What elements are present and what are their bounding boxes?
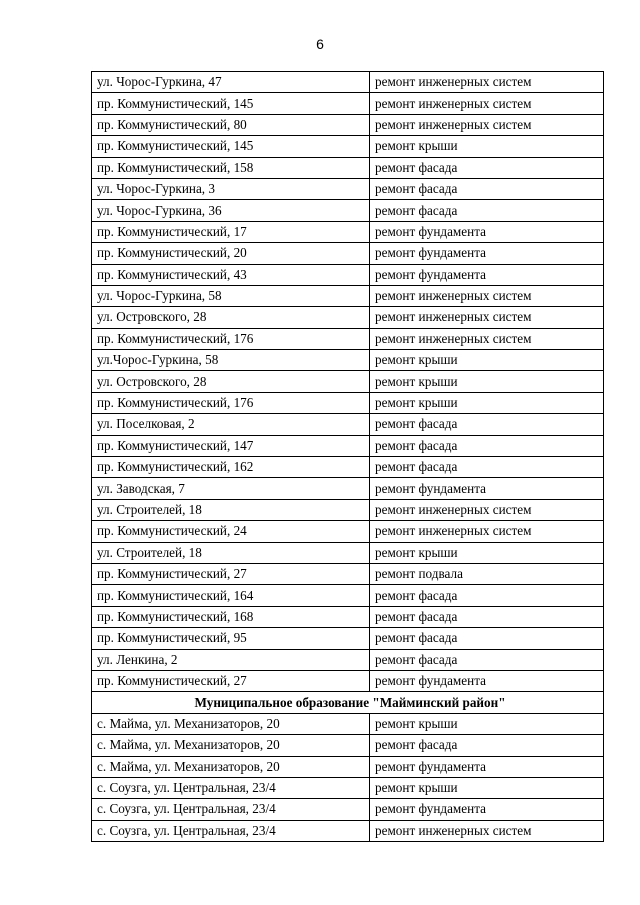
work-type-cell: ремонт крыши bbox=[370, 136, 604, 157]
address-cell: ул.Чорос-Гуркина, 58 bbox=[92, 350, 370, 371]
address-cell: пр. Коммунистический, 147 bbox=[92, 435, 370, 456]
work-type-cell: ремонт фасада bbox=[370, 649, 604, 670]
work-type-cell: ремонт фундамента bbox=[370, 264, 604, 285]
table-row bbox=[92, 756, 604, 777]
work-type-cell: ремонт фундамента bbox=[370, 221, 604, 242]
work-type-cell: ремонт инженерных систем bbox=[370, 93, 604, 114]
address-cell: пр. Коммунистический, 20 bbox=[92, 243, 370, 264]
work-type-cell: ремонт крыши bbox=[370, 713, 604, 734]
table-row bbox=[92, 670, 604, 691]
work-type-cell: ремонт фасада bbox=[370, 178, 604, 199]
page-number: 6 bbox=[316, 36, 324, 52]
table-row bbox=[92, 606, 604, 627]
work-type-cell: ремонт фундамента bbox=[370, 756, 604, 777]
work-type-cell: ремонт фасада bbox=[370, 735, 604, 756]
table-row bbox=[92, 799, 604, 820]
work-type-cell: ремонт крыши bbox=[370, 371, 604, 392]
work-type-cell: ремонт фасада bbox=[370, 585, 604, 606]
work-type-cell: ремонт инженерных систем bbox=[370, 307, 604, 328]
table-row bbox=[92, 392, 604, 413]
table-row bbox=[92, 457, 604, 478]
table-row bbox=[92, 499, 604, 520]
work-type-cell: ремонт крыши bbox=[370, 350, 604, 371]
work-type-cell: ремонт крыши bbox=[370, 542, 604, 563]
table-row bbox=[92, 563, 604, 584]
work-type-cell: ремонт фундамента bbox=[370, 243, 604, 264]
address-cell: пр. Коммунистический, 176 bbox=[92, 392, 370, 413]
address-cell: пр. Коммунистический, 95 bbox=[92, 628, 370, 649]
address-cell: пр. Коммунистический, 168 bbox=[92, 606, 370, 627]
table-row bbox=[92, 371, 604, 392]
address-cell: с. Майма, ул. Механизаторов, 20 bbox=[92, 713, 370, 734]
work-type-cell: ремонт инженерных систем bbox=[370, 499, 604, 520]
address-cell: пр. Коммунистический, 164 bbox=[92, 585, 370, 606]
work-type-cell: ремонт фасада bbox=[370, 606, 604, 627]
address-cell: с. Майма, ул. Механизаторов, 20 bbox=[92, 735, 370, 756]
table-row bbox=[92, 777, 604, 798]
address-cell: ул. Чорос-Гуркина, 58 bbox=[92, 285, 370, 306]
address-cell: с. Соузга, ул. Центральная, 23/4 bbox=[92, 799, 370, 820]
address-cell: пр. Коммунистический, 145 bbox=[92, 93, 370, 114]
address-cell: ул. Островского, 28 bbox=[92, 371, 370, 392]
address-cell: пр. Коммунистический, 27 bbox=[92, 670, 370, 691]
table-row bbox=[92, 649, 604, 670]
work-type-cell: ремонт инженерных систем bbox=[370, 114, 604, 135]
address-cell: пр. Коммунистический, 24 bbox=[92, 521, 370, 542]
address-cell: ул. Строителей, 18 bbox=[92, 499, 370, 520]
work-type-cell: ремонт крыши bbox=[370, 777, 604, 798]
address-cell: ул. Заводская, 7 bbox=[92, 478, 370, 499]
section-heading: Муниципальное образование "Майминский район" bbox=[92, 692, 604, 713]
address-cell: пр. Коммунистический, 162 bbox=[92, 457, 370, 478]
table-row bbox=[92, 414, 604, 435]
address-cell: с. Майма, ул. Механизаторов, 20 bbox=[92, 756, 370, 777]
address-cell: с. Соузга, ул. Центральная, 23/4 bbox=[92, 777, 370, 798]
table-row bbox=[92, 542, 604, 563]
table-row bbox=[92, 136, 604, 157]
address-cell: с. Соузга, ул. Центральная, 23/4 bbox=[92, 820, 370, 841]
work-type-cell: ремонт фасада bbox=[370, 414, 604, 435]
work-type-cell: ремонт инженерных систем bbox=[370, 72, 604, 93]
table-row bbox=[92, 328, 604, 349]
table-row bbox=[92, 350, 604, 371]
address-cell: ул. Чорос-Гуркина, 36 bbox=[92, 200, 370, 221]
address-cell: пр. Коммунистический, 27 bbox=[92, 563, 370, 584]
table-row bbox=[92, 221, 604, 242]
table-row bbox=[92, 735, 604, 756]
section-heading-row bbox=[92, 692, 604, 713]
table-row bbox=[92, 435, 604, 456]
work-type-cell: ремонт инженерных систем bbox=[370, 521, 604, 542]
address-cell: пр. Коммунистический, 17 bbox=[92, 221, 370, 242]
table-row bbox=[92, 178, 604, 199]
table-row bbox=[92, 264, 604, 285]
table-row bbox=[92, 93, 604, 114]
work-type-cell: ремонт инженерных систем bbox=[370, 285, 604, 306]
table-row bbox=[92, 585, 604, 606]
work-type-cell: ремонт фасада bbox=[370, 200, 604, 221]
address-cell: пр. Коммунистический, 158 bbox=[92, 157, 370, 178]
address-cell: ул. Ленкина, 2 bbox=[92, 649, 370, 670]
address-cell: ул. Островского, 28 bbox=[92, 307, 370, 328]
table-row bbox=[92, 307, 604, 328]
work-type-cell: ремонт фасада bbox=[370, 628, 604, 649]
address-cell: ул. Строителей, 18 bbox=[92, 542, 370, 563]
work-type-cell: ремонт фасада bbox=[370, 157, 604, 178]
work-type-cell: ремонт инженерных систем bbox=[370, 820, 604, 841]
address-cell: пр. Коммунистический, 176 bbox=[92, 328, 370, 349]
table-row bbox=[92, 72, 604, 93]
table-row bbox=[92, 521, 604, 542]
table-row bbox=[92, 200, 604, 221]
work-type-cell: ремонт фасада bbox=[370, 457, 604, 478]
address-cell: ул. Чорос-Гуркина, 3 bbox=[92, 178, 370, 199]
table-row bbox=[92, 157, 604, 178]
table-row bbox=[92, 713, 604, 734]
address-cell: ул. Чорос-Гуркина, 47 bbox=[92, 72, 370, 93]
table-row bbox=[92, 820, 604, 841]
table-row bbox=[92, 114, 604, 135]
table-row bbox=[92, 285, 604, 306]
work-type-cell: ремонт подвала bbox=[370, 563, 604, 584]
work-type-cell: ремонт фундамента bbox=[370, 478, 604, 499]
address-cell: пр. Коммунистический, 80 bbox=[92, 114, 370, 135]
work-type-cell: ремонт фундамента bbox=[370, 799, 604, 820]
work-type-cell: ремонт фасада bbox=[370, 435, 604, 456]
work-type-cell: ремонт фундамента bbox=[370, 670, 604, 691]
table-row bbox=[92, 478, 604, 499]
address-cell: ул. Поселковая, 2 bbox=[92, 414, 370, 435]
table-row bbox=[92, 243, 604, 264]
work-type-cell: ремонт крыши bbox=[370, 392, 604, 413]
table-row bbox=[92, 628, 604, 649]
repair-table-body bbox=[92, 72, 604, 842]
repair-table bbox=[91, 71, 604, 842]
work-type-cell: ремонт инженерных систем bbox=[370, 328, 604, 349]
address-cell: пр. Коммунистический, 43 bbox=[92, 264, 370, 285]
address-cell: пр. Коммунистический, 145 bbox=[92, 136, 370, 157]
